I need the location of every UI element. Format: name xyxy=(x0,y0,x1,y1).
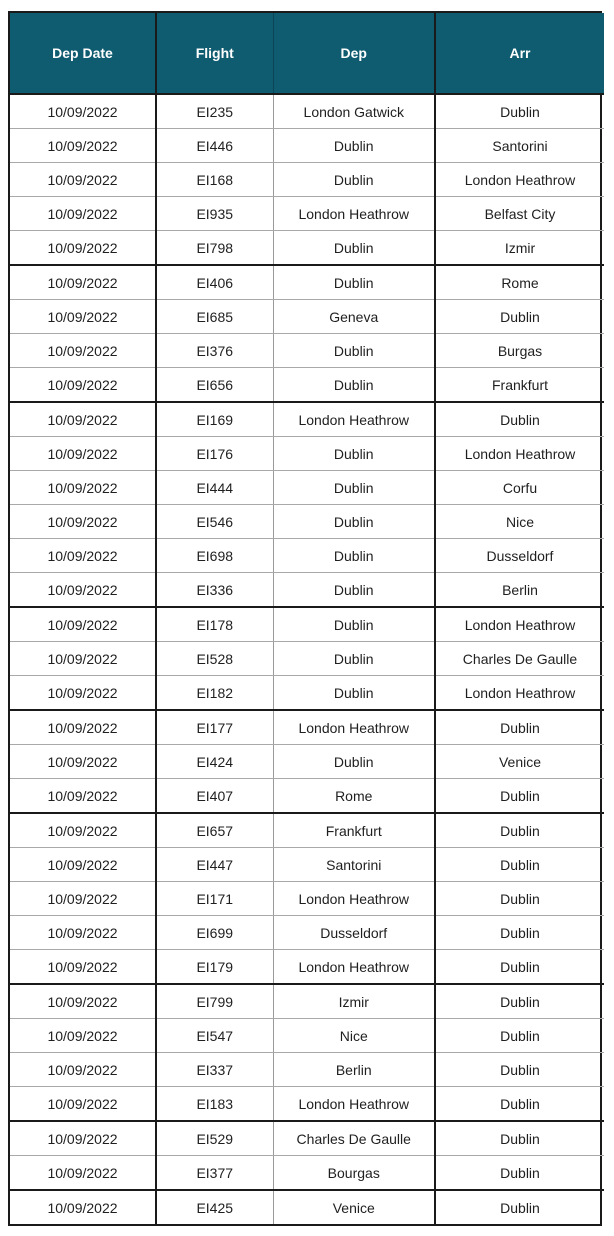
dep-date-cell: 10/09/2022 xyxy=(10,642,156,676)
dep-date-cell: 10/09/2022 xyxy=(10,950,156,985)
table-row xyxy=(10,334,604,368)
dep-date-cell: 10/09/2022 xyxy=(10,676,156,711)
table-row xyxy=(10,368,604,403)
departure-airport-cell: Izmir xyxy=(273,984,435,1019)
table-row xyxy=(10,984,604,1019)
flight-number-cell: EI377 xyxy=(156,1156,273,1191)
arrival-airport-cell: London Heathrow xyxy=(435,437,604,471)
header-row xyxy=(10,13,604,94)
table-row xyxy=(10,573,604,608)
departure-airport-cell: Dublin xyxy=(273,231,435,266)
departure-airport-cell: Dusseldorf xyxy=(273,916,435,950)
dep-date-cell: 10/09/2022 xyxy=(10,1190,156,1224)
table-row xyxy=(10,1019,604,1053)
departure-airport-cell: London Heathrow xyxy=(273,882,435,916)
departure-airport-cell: Berlin xyxy=(273,1053,435,1087)
arrival-airport-cell: Dublin xyxy=(435,300,604,334)
departure-airport-cell: Frankfurt xyxy=(273,813,435,848)
flight-number-cell: EI446 xyxy=(156,129,273,163)
table-row xyxy=(10,710,604,745)
arrival-airport-cell: Dublin xyxy=(435,950,604,985)
flight-number-cell: EI337 xyxy=(156,1053,273,1087)
departure-airport-cell: London Gatwick xyxy=(273,94,435,129)
dep-date-cell: 10/09/2022 xyxy=(10,505,156,539)
arrival-airport-cell: Burgas xyxy=(435,334,604,368)
table-row xyxy=(10,265,604,300)
flight-number-cell: EI182 xyxy=(156,676,273,711)
table-row xyxy=(10,197,604,231)
dep-date-cell: 10/09/2022 xyxy=(10,300,156,334)
flight-number-cell: EI935 xyxy=(156,197,273,231)
arrival-airport-cell: Dublin xyxy=(435,882,604,916)
arrival-airport-cell: Dublin xyxy=(435,94,604,129)
flight-number-cell: EI407 xyxy=(156,779,273,814)
arrival-airport-cell: London Heathrow xyxy=(435,163,604,197)
departure-airport-cell: Dublin xyxy=(273,129,435,163)
dep-date-cell: 10/09/2022 xyxy=(10,1053,156,1087)
arrival-airport-cell: Dublin xyxy=(435,710,604,745)
flight-number-cell: EI183 xyxy=(156,1087,273,1122)
dep-date-cell: 10/09/2022 xyxy=(10,163,156,197)
departure-airport-cell: London Heathrow xyxy=(273,197,435,231)
departure-airport-cell: Dublin xyxy=(273,505,435,539)
departure-airport-cell: Dublin xyxy=(273,642,435,676)
flight-number-cell: EI546 xyxy=(156,505,273,539)
table-row xyxy=(10,848,604,882)
departure-airport-cell: Bourgas xyxy=(273,1156,435,1191)
table-row xyxy=(10,1087,604,1122)
flight-number-cell: EI168 xyxy=(156,163,273,197)
table-header xyxy=(10,13,604,94)
flight-number-cell: EI178 xyxy=(156,607,273,642)
dep-date-cell: 10/09/2022 xyxy=(10,607,156,642)
departure-airport-cell: Dublin xyxy=(273,745,435,779)
flight-number-cell: EI799 xyxy=(156,984,273,1019)
arrival-airport-cell: Corfu xyxy=(435,471,604,505)
arrival-airport-cell: Dublin xyxy=(435,779,604,814)
flight-number-cell: EI424 xyxy=(156,745,273,779)
departure-airport-cell: Dublin xyxy=(273,163,435,197)
flight-schedule-table xyxy=(10,13,604,1224)
arrival-airport-cell: Dublin xyxy=(435,848,604,882)
dep-date-cell: 10/09/2022 xyxy=(10,231,156,266)
table-row xyxy=(10,642,604,676)
table-row xyxy=(10,163,604,197)
table-row xyxy=(10,94,604,129)
table-row xyxy=(10,916,604,950)
arrival-airport-cell: Dublin xyxy=(435,984,604,1019)
column-header-flight: Flight xyxy=(156,13,273,94)
arrival-airport-cell: Dusseldorf xyxy=(435,539,604,573)
dep-date-cell: 10/09/2022 xyxy=(10,129,156,163)
flight-number-cell: EI656 xyxy=(156,368,273,403)
dep-date-cell: 10/09/2022 xyxy=(10,916,156,950)
table-row xyxy=(10,1121,604,1156)
flight-number-cell: EI177 xyxy=(156,710,273,745)
dep-date-cell: 10/09/2022 xyxy=(10,94,156,129)
table-row xyxy=(10,300,604,334)
departure-airport-cell: Dublin xyxy=(273,607,435,642)
flight-number-cell: EI447 xyxy=(156,848,273,882)
table-row xyxy=(10,813,604,848)
flight-number-cell: EI699 xyxy=(156,916,273,950)
arrival-airport-cell: Dublin xyxy=(435,1087,604,1122)
departure-airport-cell: London Heathrow xyxy=(273,402,435,437)
flight-number-cell: EI547 xyxy=(156,1019,273,1053)
dep-date-cell: 10/09/2022 xyxy=(10,265,156,300)
dep-date-cell: 10/09/2022 xyxy=(10,984,156,1019)
table-row xyxy=(10,402,604,437)
departure-airport-cell: Dublin xyxy=(273,539,435,573)
departure-airport-cell: Dublin xyxy=(273,368,435,403)
dep-date-cell: 10/09/2022 xyxy=(10,710,156,745)
arrival-airport-cell: Dublin xyxy=(435,1121,604,1156)
departure-airport-cell: Nice xyxy=(273,1019,435,1053)
table-row xyxy=(10,231,604,266)
flight-number-cell: EI425 xyxy=(156,1190,273,1224)
flight-number-cell: EI176 xyxy=(156,437,273,471)
departure-airport-cell: Rome xyxy=(273,779,435,814)
arrival-airport-cell: Dublin xyxy=(435,1156,604,1191)
flight-number-cell: EI685 xyxy=(156,300,273,334)
arrival-airport-cell: Nice xyxy=(435,505,604,539)
departure-airport-cell: Dublin xyxy=(273,437,435,471)
table-row xyxy=(10,779,604,814)
departure-airport-cell: Santorini xyxy=(273,848,435,882)
table-row xyxy=(10,1156,604,1191)
arrival-airport-cell: Dublin xyxy=(500,1199,540,1216)
dep-date-cell: 10/09/2022 xyxy=(10,1121,156,1156)
table-body xyxy=(10,94,604,1224)
departure-airport-cell: London Heathrow xyxy=(273,1087,435,1122)
dep-date-cell: 10/09/2022 xyxy=(10,197,156,231)
arrival-airport-cell: Dublin xyxy=(435,1053,604,1087)
table-row xyxy=(10,1190,604,1224)
table-row xyxy=(10,129,604,163)
dep-date-cell: 10/09/2022 xyxy=(10,539,156,573)
table-row xyxy=(10,505,604,539)
departure-airport-cell: Dublin xyxy=(273,471,435,505)
column-header-dep-date: Dep Date xyxy=(10,13,156,94)
dep-date-cell: 10/09/2022 xyxy=(10,779,156,814)
arrival-airport-cell: Dublin xyxy=(435,402,604,437)
flight-number-cell: EI529 xyxy=(156,1121,273,1156)
dep-date-cell: 10/09/2022 xyxy=(10,334,156,368)
departure-airport-cell: London Heathrow xyxy=(273,950,435,985)
arrival-airport-cell: Rome xyxy=(435,265,604,300)
column-header-dep: Dep xyxy=(273,13,435,94)
arrival-airport-cell: Dublin xyxy=(435,813,604,848)
table-row xyxy=(10,745,604,779)
flight-number-cell: EI179 xyxy=(156,950,273,985)
arrival-airport-cell: Santorini xyxy=(435,129,604,163)
flight-number-cell: EI406 xyxy=(156,265,273,300)
arrival-airport-cell: London Heathrow xyxy=(435,676,604,711)
flight-number-cell: EI376 xyxy=(156,334,273,368)
dep-date-cell: 10/09/2022 xyxy=(10,1087,156,1122)
dep-date-cell: 10/09/2022 xyxy=(10,1156,156,1191)
dep-date-cell: 10/09/2022 xyxy=(10,848,156,882)
departure-airport-cell: Dublin xyxy=(273,573,435,608)
table-row xyxy=(10,539,604,573)
flight-number-cell: EI169 xyxy=(156,402,273,437)
departure-airport-cell: London Heathrow xyxy=(273,710,435,745)
arrival-airport-cell: Belfast City xyxy=(435,197,604,231)
departure-airport-cell: Dublin xyxy=(273,265,435,300)
table-row xyxy=(10,676,604,711)
flight-number-cell: EI798 xyxy=(156,231,273,266)
table-row xyxy=(10,471,604,505)
flight-number-cell: EI336 xyxy=(156,573,273,608)
table-row xyxy=(10,882,604,916)
flight-number-cell: EI528 xyxy=(156,642,273,676)
departure-airport-cell: Dublin xyxy=(273,334,435,368)
dep-date-cell: 10/09/2022 xyxy=(10,745,156,779)
flight-number-cell: EI235 xyxy=(156,94,273,129)
arrival-airport-cell: Frankfurt xyxy=(435,368,604,403)
column-header-arr: Arr xyxy=(435,13,604,94)
departure-airport-cell: Venice xyxy=(273,1190,435,1224)
departure-airport-cell: Dublin xyxy=(273,676,435,711)
dep-date-cell: 10/09/2022 xyxy=(10,882,156,916)
table-row xyxy=(10,437,604,471)
arrival-airport-cell: Dublin xyxy=(435,1019,604,1053)
dep-date-cell: 10/09/2022 xyxy=(10,471,156,505)
flight-number-cell: EI698 xyxy=(156,539,273,573)
departure-airport-cell: Charles De Gaulle xyxy=(273,1121,435,1156)
arrival-airport-cell: Dublin xyxy=(435,916,604,950)
flight-number-cell: EI171 xyxy=(156,882,273,916)
flight-schedule-sheet xyxy=(8,11,602,1226)
table-row xyxy=(10,1053,604,1087)
dep-date-cell: 10/09/2022 xyxy=(10,402,156,437)
flight-number-cell: EI444 xyxy=(156,471,273,505)
departure-airport-cell: Geneva xyxy=(273,300,435,334)
arrival-airport-cell: Izmir xyxy=(435,231,604,266)
dep-date-cell: 10/09/2022 xyxy=(10,368,156,403)
arrival-airport-cell: Venice xyxy=(435,745,604,779)
arrival-airport-cell: London Heathrow xyxy=(435,607,604,642)
arrival-airport-cell: Berlin xyxy=(435,573,604,608)
table-row xyxy=(10,950,604,985)
dep-date-cell: 10/09/2022 xyxy=(10,437,156,471)
dep-date-cell: 10/09/2022 xyxy=(10,573,156,608)
table-row xyxy=(10,607,604,642)
dep-date-cell: 10/09/2022 xyxy=(10,813,156,848)
arrival-airport-cell: Charles De Gaulle xyxy=(435,642,604,676)
flight-number-cell: EI657 xyxy=(156,813,273,848)
dep-date-cell: 10/09/2022 xyxy=(10,1019,156,1053)
